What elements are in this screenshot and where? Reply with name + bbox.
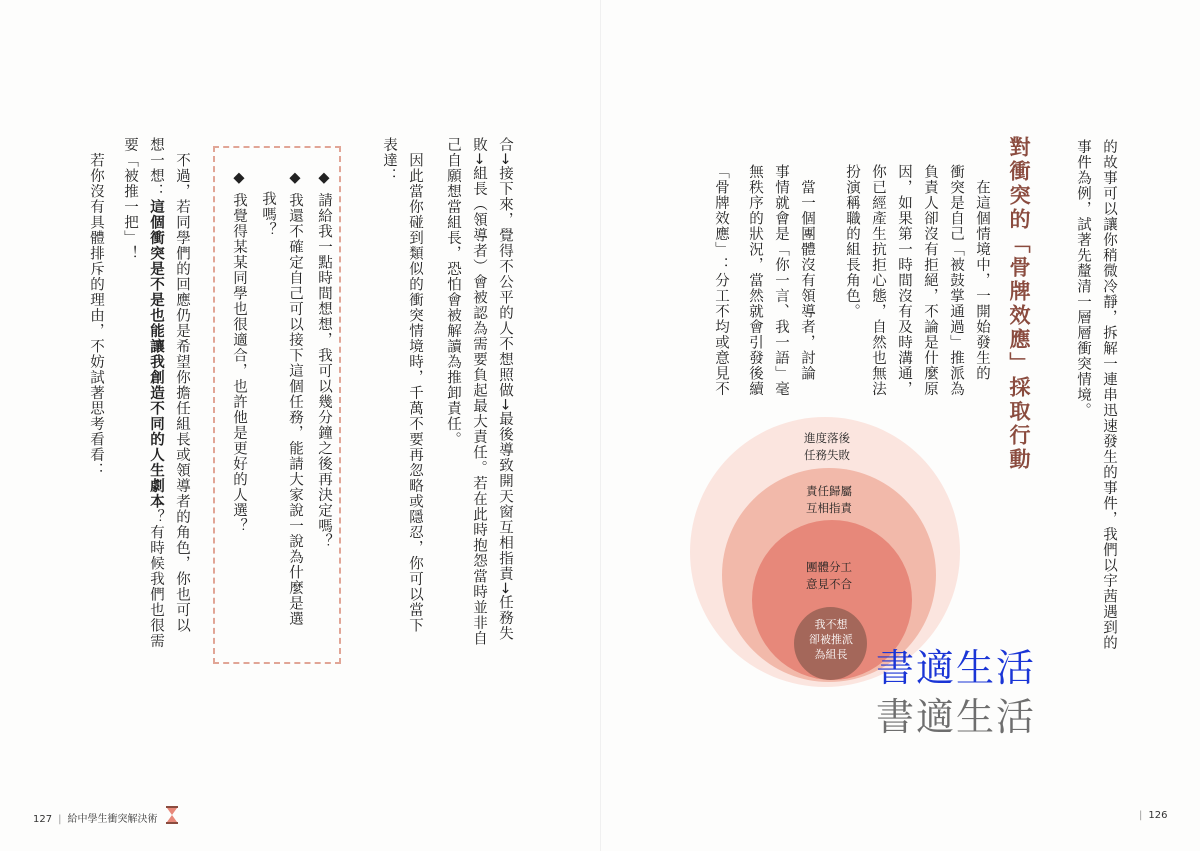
outer-label-line-2: 任務失敗 — [804, 448, 850, 462]
second-label-line-2: 互相指責 — [806, 501, 852, 515]
body-line-3: 負責人卻沒有拒絕，不論是什麼原 — [922, 164, 938, 397]
page-number-126: 126 — [1148, 810, 1168, 821]
second-label-line-1: 責任歸屬 — [806, 484, 852, 498]
left-para-line-1: 不過，若同學們的回應仍是希望你擔任組長或領導者的角色，你也可以 — [174, 137, 190, 633]
bullet-2: ◆ 我還不確定自己可以接下這個任務，能請大家說一說為什麼是選 — [287, 170, 303, 627]
left-line-3: 己自願想當組長，恐怕會被解讀為推卸責任。 — [445, 137, 461, 447]
bullet-2-cont: 我嗎？ — [260, 170, 276, 238]
outer-label-line-1: 進度落後 — [804, 431, 850, 445]
core-label-line-2: 卻被推派 — [809, 633, 853, 646]
left-para-line-4: 若你沒有具體排斥的理由，不妨試著思考看看： — [88, 137, 104, 478]
folio-right-divider: | — [1139, 810, 1143, 821]
second-ring-label — [797, 483, 861, 517]
running-title: 給中學生衝突解決術 — [67, 814, 158, 825]
emphasis-text: 這個衝突是不是也能讓我創造不同的人生劇本 — [148, 199, 164, 509]
body-line-4: 因，如果第一時間沒有及時溝通， — [896, 164, 912, 397]
folio-right — [1139, 810, 1167, 821]
folio-left-divider: | — [58, 814, 62, 825]
left-line-4: 因此當你碰到類似的衝突情境時，千萬不要再忽略或隱忍，你可以當下 — [407, 137, 423, 633]
watermark-blue: 書適生活 — [876, 646, 1037, 690]
body-line-9: 無秩序的狀況，當然就會引發後續 — [747, 164, 763, 397]
hourglass-icon — [165, 806, 179, 824]
body-line-7: 當一個團體沒有領導者，討論 — [799, 164, 815, 381]
body-line-8: 事情就會是「你一言、我一語」毫 — [773, 164, 789, 397]
body-line-1: 在這個情境中，一開始發生的 — [974, 164, 990, 381]
line-a-pre: 想一想： — [148, 137, 164, 199]
body-line-2: 衝突是自己「被鼓掌通過」推派為 — [948, 164, 964, 397]
left-line-2: 敗→組長（領導者）會被認為需要負起最大責任。若在此時抱怨當時並非自 — [471, 137, 487, 647]
outer-ring-label — [795, 430, 859, 464]
folio-left — [33, 810, 157, 825]
left-para-line-3: 要「被推一把」！ — [122, 137, 138, 261]
left-line-1: 合→接下來，覺得不公平的人不想照做→最後導致開天窗互相指責→任務失 — [497, 137, 513, 642]
third-label-line-1: 團體分工 — [806, 560, 852, 574]
section-heading: 對衝突的「骨牌效應」採取行動 — [1007, 136, 1031, 472]
core-label-line-1: 我不想 — [814, 618, 848, 631]
body-line-5: 你已經產生抗拒心態，自然也無法 — [870, 164, 886, 397]
watermark-gray: 書適生活 — [876, 695, 1037, 739]
core-label — [798, 617, 864, 662]
body-line-10: 「骨牌效應」：分工不均或意見不 — [713, 164, 729, 397]
core-label-line-3: 為組長 — [814, 648, 848, 661]
page-gutter — [600, 0, 601, 851]
third-ring-label — [797, 559, 861, 593]
line-a-post: ？有時候我們也很需 — [148, 509, 164, 649]
page-number-127: 127 — [33, 814, 53, 825]
bullet-3: ◆ 我覺得某某同學也很適合，也許他是更好的人選？ — [231, 170, 247, 534]
intro-line-1: 的故事可以讓你稍微冷靜，拆解一連串迅速發生的事件，我們以宇茜遇到的 — [1101, 139, 1117, 651]
left-line-5: 表達： — [381, 137, 397, 184]
intro-line-2: 事件為例，試著先釐清一層層衝突情境。 — [1075, 139, 1091, 418]
third-label-line-2: 意見不合 — [806, 577, 852, 591]
bullet-1: ◆ 請給我一點時間想想，我可以幾分鐘之後再決定嗎？ — [316, 170, 332, 550]
body-line-6: 扮演稱職的組長角色。 — [844, 164, 860, 319]
left-para-line-2 — [144, 137, 168, 649]
